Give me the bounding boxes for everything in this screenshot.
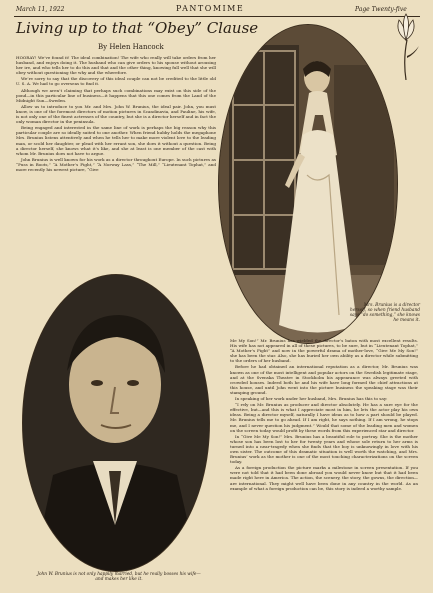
paragraph: Before he had obtained an international reputation as a director, Mr. Brunius was known as one of the most intelligent and popular actors on the Swedish legitimate stage, and at the Svenska Theatre in Stockholm his appearance was always greeted with crowded houses. Indeed both he and his wife have long formed the chief attractions at this house, and until John went into the picture business the speaking stage was their stamping ground.: [230, 364, 418, 395]
header-magazine: PANTOMIME: [176, 4, 245, 13]
paragraph: HOORAY! We’ve found it! The ideal combination! The wife who really will take orders from her husband, and enjoys doing it. The husband who can give orders to his spouse without arousing her ire, and who tells her to do this and that and the other thing, knowing full well that she will obey without questioning the why and the wherefore.: [16, 55, 216, 76]
flower-ornament-icon: [389, 10, 423, 80]
woman-in-gown-photo: [218, 24, 398, 344]
article-column-1: [16, 55, 216, 270]
photo-caption-bottom: John W. Brunius is not only happily married, but he really bosses his wife—and makes her like it.: [37, 572, 201, 582]
header-rule: [14, 16, 420, 17]
paragraph: John Brunius is well known for his work as a director throughout Europe. In such pictures as “Puss in Boots,” “A Mother’s Fight,” “A Norway Lass,” “The Mill,” “Lieutenant Tophat,” and more recently his newest picture, “Give: [16, 156, 216, 172]
man-portrait-photo: [22, 274, 210, 572]
paragraph: “I rely on Mr. Brunius as producer and director absolutely. He has a sure eye for the effective, but—and this is what I appreciate most in him, he lets the actor play his own ideas. Being a director myself, naturally I have ideas as to how a part should be played. Mr. Brunius tells me to go ahead. If I am right, he says nothing. If I am wrong, he stops me, and I never question his judgment.” Would that some of the leading men and women on the screen today would profit by these words from this experienced star and director.: [230, 402, 418, 433]
paragraph: We’re sorry to say that the discovery of this ideal couple can not be credited to the little old U. S. A. We had to go overseas to find it.: [16, 76, 216, 87]
header-page-number: Page Twenty-five: [355, 6, 407, 13]
paragraph: Although we aren’t claiming that perhaps such combinations may exist on this side of the pond—in this particular line of business—it happens that this one comes from the Land of the Midnight Sun—Sweden.: [16, 87, 216, 103]
man-portrait-photo-drawing: [23, 275, 209, 571]
woman-in-gown-photo-drawing: [219, 25, 397, 343]
article-column-2: [230, 338, 418, 586]
article-byline: By Helen Hancock: [98, 43, 164, 51]
paragraph: Allow us to introduce to you Mr. and Mrs. John W. Brunius, the ideal pair. John, you must know, is one of the foremost directors of motion pictures in Scandinavia, and Pauline, his wife, is not only one of the finest actresses of the country, but she is a director herself and in fact the only woman director in the peninsula.: [16, 103, 216, 125]
paragraph: In “Give Me My Son!” Mrs. Brunius has a beautiful role to portray. She is the mother whose son has been lost to her for twenty years and whose sole return to her arms is turned into a near-tragedy when she finds that the boy is unknowingly in love with his own sister. The outcome of this dramatic situation is well worth the watching, and Mrs. Brunius’ work as the mother is one of the most touching characterizations on the screen today.: [230, 433, 418, 465]
paragraph: Being engaged and interested in the same line of work is perhaps the big reason why this particular couple are so ideally suited to one another. When friend hubby holds the megaphone Mrs. Brunius listens attentively and when he tells her to make more violent love to the leading man, or scold her daughter, or plead with her errant son, she does it without a question. Being a director herself, she knows what it’s like, and she at least is one member of the cast with whom Mr. Brunius does not have to argue.: [16, 125, 216, 156]
article-title: Living up to that “Obey” Clause: [16, 19, 259, 37]
paragraph: As a foreign production the picture marks a milestone in screen presentation. If you were not told that it had been done abroad you would never know but that it had been made right here in America. The action, the scenery, the story, the gowns, the direction—are international. They might well have been done in any country in the world. As an example of what a foreign production can be, this story is indeed a worthy sample.: [230, 465, 418, 491]
photo-caption-top: Mrs. Brunius is a director herself, so when friend husband says “do something,” she knows he means it.: [349, 303, 420, 323]
header-date: March 11, 1922: [16, 6, 65, 13]
paragraph: In speaking of her work under her husband, Mrs. Brunius has this to say:: [235, 396, 388, 402]
paragraph: Me My Son!” Mr. Brunius has wielded the director’s baton with most excellent results. His wife has not appeared in all of these pictures, to be sure, but in “Lieutenant Tophat,” “A Mother’s Fight” and now in the powerful drama of mother-love, “Give Me My Son!” she has been the star. Also, she has buried her own ability as a director while submitting to the orders of her husband.: [230, 338, 418, 364]
